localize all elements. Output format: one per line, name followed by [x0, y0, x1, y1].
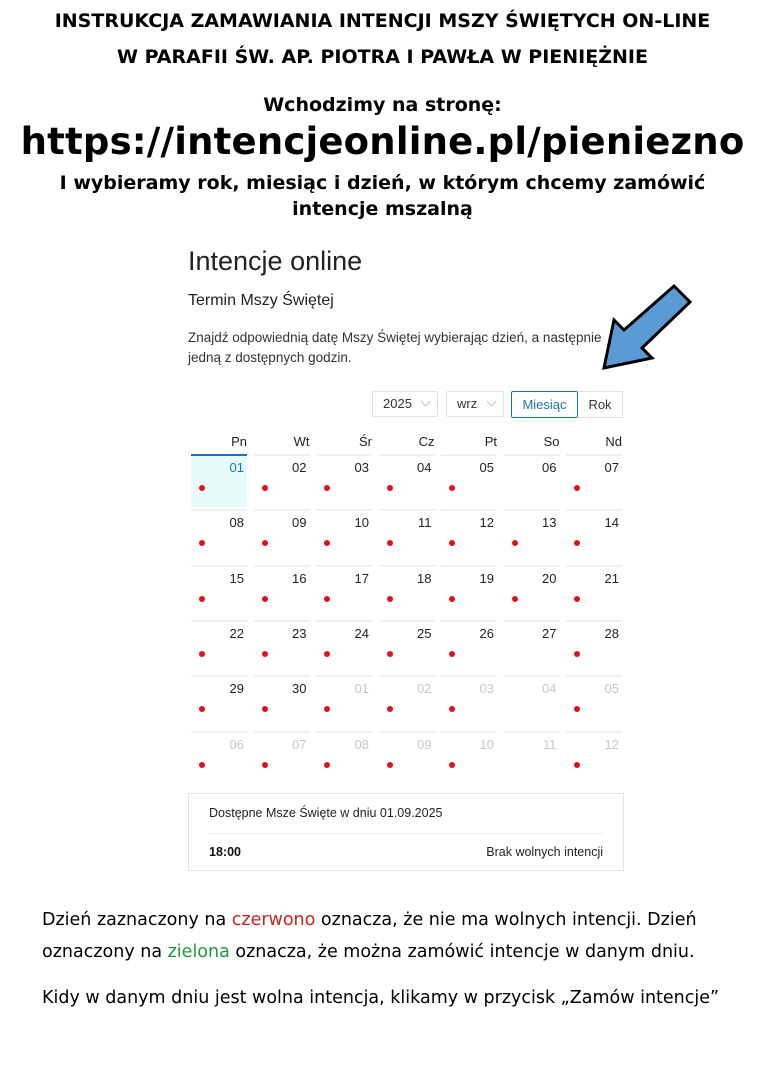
weekday-header: Wt — [293, 434, 310, 449]
unavailable-dot-icon — [512, 540, 518, 546]
unavailable-dot-icon — [324, 485, 330, 491]
year-select-value: 2025 — [383, 396, 412, 411]
unavailable-dot-icon — [199, 485, 205, 491]
order-instruction-paragraph: Kidy w danym dniu jest wolna intencja, klikamy w przycisk „Zamów intencje” — [42, 988, 720, 1008]
month-view-button[interactable]: Miesiąc — [511, 391, 578, 418]
document-title-line1: INSTRUKCJA ZAMAWIANIA INTENCJI MSZY ŚWIĘTYCH ON-LINE — [54, 10, 711, 32]
day-number: 18 — [417, 570, 432, 586]
unavailable-dot-icon — [574, 762, 580, 768]
unavailable-dot-icon — [199, 651, 205, 657]
unavailable-dot-icon — [199, 540, 205, 546]
calendar-day[interactable] — [441, 675, 497, 728]
calendar-day[interactable] — [379, 731, 435, 784]
calendar-day[interactable] — [441, 509, 497, 562]
calendar-day[interactable] — [316, 565, 372, 618]
calendar-day[interactable] — [316, 620, 372, 673]
day-number: 04 — [542, 681, 557, 697]
calendar-day[interactable] — [316, 675, 372, 728]
unavailable-dot-icon — [324, 651, 330, 657]
calendar-day[interactable] — [566, 731, 622, 784]
legend-text-c: oznacza, że można zamówić intencje w danym dniu. — [229, 942, 695, 962]
day-number: 22 — [229, 625, 244, 641]
unavailable-dot-icon — [199, 762, 205, 768]
intro-text: Wchodzimy na stronę: — [263, 94, 502, 116]
unavailable-dot-icon — [262, 596, 268, 602]
month-select-value: wrz — [457, 396, 478, 411]
day-number: 06 — [542, 460, 557, 475]
calendar-day[interactable] — [504, 454, 560, 507]
day-number: 29 — [229, 681, 244, 697]
unavailable-dot-icon — [574, 706, 580, 712]
day-number: 01 — [354, 681, 369, 697]
chevron-down-icon — [487, 397, 497, 407]
document-title-line2: W PARAFII ŚW. AP. PIOTRA I PAWŁA W PIENIĘŻNIE — [117, 46, 648, 68]
day-number: 02 — [292, 460, 307, 475]
weekday-header: Nd — [605, 434, 622, 449]
legend-text-a: Dzień zaznaczony na — [42, 910, 232, 930]
day-number: 11 — [418, 515, 432, 531]
day-number: 27 — [542, 625, 557, 641]
calendar-day[interactable] — [191, 509, 247, 562]
divider — [209, 833, 603, 834]
calendar-day[interactable] — [316, 509, 372, 562]
calendar-day[interactable] — [254, 509, 310, 562]
calendar-day[interactable] — [441, 454, 497, 507]
day-number: 10 — [354, 515, 369, 531]
day-number: 12 — [479, 515, 494, 531]
intentions-widget — [188, 238, 628, 752]
calendar-day[interactable] — [379, 565, 435, 618]
day-number: 09 — [417, 736, 432, 752]
calendar-day[interactable] — [504, 620, 560, 673]
calendar-day[interactable] — [441, 620, 497, 673]
day-number: 19 — [479, 570, 494, 586]
unavailable-dot-icon — [262, 762, 268, 768]
day-number: 02 — [417, 681, 432, 697]
weekday-header: So — [543, 434, 560, 449]
unavailable-dot-icon — [387, 596, 393, 602]
unavailable-dot-icon — [449, 485, 455, 491]
month-select[interactable] — [446, 391, 504, 417]
chevron-down-icon — [421, 397, 431, 407]
calendar-day[interactable] — [441, 731, 497, 784]
day-number: 16 — [292, 570, 307, 586]
calendar-day[interactable] — [191, 454, 247, 507]
year-select[interactable] — [372, 391, 438, 417]
unavailable-dot-icon — [387, 706, 393, 712]
legend-green-word: zielona — [167, 942, 230, 962]
unavailable-dot-icon — [199, 596, 205, 602]
day-number: 03 — [479, 681, 494, 697]
unavailable-dot-icon — [262, 651, 268, 657]
calendar-day[interactable] — [254, 675, 310, 728]
day-number: 23 — [292, 625, 307, 641]
mass-status: Brak wolnych intencji — [486, 845, 603, 859]
unavailable-dot-icon — [262, 706, 268, 712]
unavailable-dot-icon — [449, 540, 455, 546]
calendar-day[interactable] — [254, 731, 310, 784]
day-number: 06 — [229, 736, 244, 752]
weekday-header: Pn — [231, 434, 247, 449]
calendar-day[interactable] — [504, 509, 560, 562]
unavailable-dot-icon — [262, 485, 268, 491]
unavailable-dot-icon — [574, 651, 580, 657]
calendar-day[interactable] — [566, 509, 622, 562]
legend-paragraph — [42, 904, 732, 968]
widget-description: Znajdź odpowiednią datę Mszy Świętej wybierając dzień, a następnie jedną z dostępnych godzin. — [188, 330, 602, 365]
day-number: 08 — [354, 736, 369, 752]
unavailable-dot-icon — [324, 540, 330, 546]
day-number: 28 — [604, 625, 619, 641]
available-masses-panel — [188, 793, 624, 871]
day-number: 07 — [604, 460, 619, 475]
widget-subtitle: Termin Mszy Świętej — [188, 292, 334, 309]
unavailable-dot-icon — [449, 706, 455, 712]
unavailable-dot-icon — [324, 596, 330, 602]
calendar-day[interactable] — [191, 620, 247, 673]
unavailable-dot-icon — [574, 540, 580, 546]
weekday-header: Pt — [484, 434, 497, 449]
day-number: 05 — [479, 460, 494, 475]
calendar-day[interactable] — [504, 731, 560, 784]
unavailable-dot-icon — [574, 485, 580, 491]
widget-title: Intencje online — [188, 246, 363, 276]
day-number: 03 — [354, 460, 369, 475]
instruction-text: I wybieramy rok, miesiąc i dzień, w którym chcemy zamówić intencje mszalną — [59, 172, 706, 220]
weekday-header: Śr — [359, 434, 372, 449]
day-number: 20 — [542, 570, 557, 586]
calendar-day[interactable] — [316, 731, 372, 784]
day-number: 09 — [292, 515, 307, 531]
calendar-day[interactable] — [566, 565, 622, 618]
day-number: 11 — [543, 736, 557, 752]
day-number: 13 — [542, 515, 557, 531]
unavailable-dot-icon — [324, 762, 330, 768]
calendar-day[interactable] — [566, 454, 622, 507]
mass-time: 18:00 — [209, 845, 241, 859]
unavailable-dot-icon — [387, 651, 393, 657]
day-number: 21 — [604, 570, 619, 586]
year-view-button[interactable]: Rok — [578, 391, 623, 418]
day-number: 14 — [604, 515, 619, 531]
calendar-day[interactable] — [254, 454, 310, 507]
unavailable-dot-icon — [512, 596, 518, 602]
unavailable-dot-icon — [387, 762, 393, 768]
calendar-day[interactable] — [316, 454, 372, 507]
legend-red-word: czerwono — [231, 910, 316, 930]
calendar-day[interactable] — [191, 731, 247, 784]
url-text: https://intencjeonline.pl/pieniezno — [20, 120, 745, 163]
calendar-day[interactable] — [504, 565, 560, 618]
unavailable-dot-icon — [449, 762, 455, 768]
calendar-day[interactable] — [379, 509, 435, 562]
calendar-day[interactable] — [254, 565, 310, 618]
day-number: 30 — [292, 681, 307, 697]
day-number: 07 — [292, 736, 307, 752]
unavailable-dot-icon — [262, 540, 268, 546]
day-number: 26 — [479, 625, 494, 641]
calendar-day[interactable] — [441, 565, 497, 618]
day-number: 05 — [604, 681, 619, 697]
calendar-day[interactable] — [379, 454, 435, 507]
unavailable-dot-icon — [449, 596, 455, 602]
unavailable-dot-icon — [449, 651, 455, 657]
day-number: 12 — [604, 736, 619, 752]
day-number: 10 — [479, 736, 494, 752]
calendar-day[interactable] — [191, 565, 247, 618]
unavailable-dot-icon — [387, 540, 393, 546]
unavailable-dot-icon — [387, 485, 393, 491]
masses-header: Dostępne Msze Święte w dniu 01.09.2025 — [209, 806, 443, 820]
day-number: 01 — [229, 460, 244, 475]
calendar-day[interactable] — [566, 675, 622, 728]
day-number: 15 — [229, 570, 244, 586]
day-number: 04 — [417, 460, 432, 475]
calendar-day[interactable] — [379, 620, 435, 673]
day-number: 08 — [229, 515, 244, 531]
day-number: 25 — [417, 625, 432, 641]
calendar-day[interactable] — [254, 620, 310, 673]
day-number: 17 — [354, 570, 369, 586]
weekday-header: Cz — [418, 434, 435, 449]
calendar-day[interactable] — [379, 675, 435, 728]
calendar-day[interactable] — [191, 675, 247, 728]
day-number: 24 — [354, 625, 369, 641]
unavailable-dot-icon — [199, 706, 205, 712]
calendar-day[interactable] — [566, 620, 622, 673]
calendar-day[interactable] — [504, 675, 560, 728]
unavailable-dot-icon — [574, 596, 580, 602]
unavailable-dot-icon — [324, 706, 330, 712]
legend-text-b: oznacza, że nie ma wolnych intencji. Dzień oznaczony na — [42, 910, 697, 962]
